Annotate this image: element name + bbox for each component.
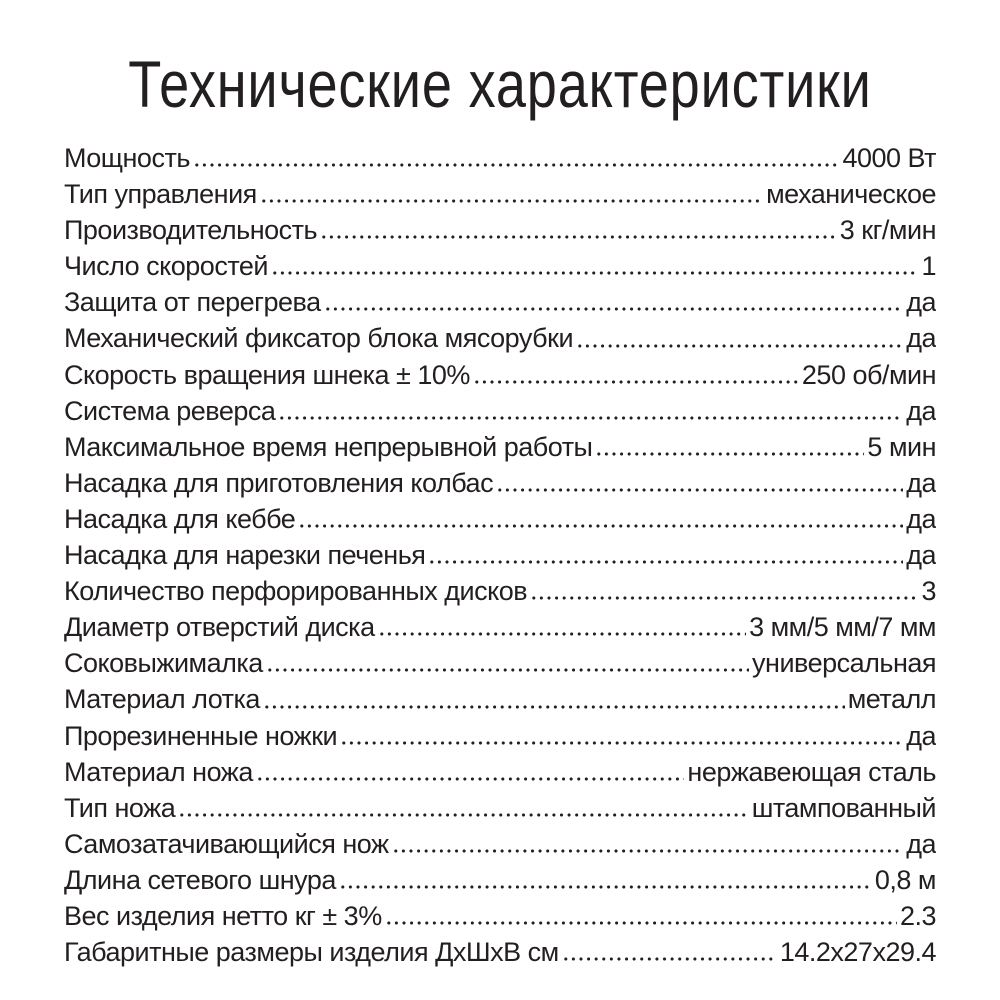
spec-value: да — [906, 503, 936, 534]
dot-leader — [378, 632, 746, 636]
spec-value: 3 — [921, 576, 936, 607]
spec-value: 1 — [921, 251, 936, 282]
dot-leader — [260, 199, 763, 203]
dot-leader — [595, 452, 864, 456]
spec-label: Число скоростей — [64, 251, 268, 282]
spec-row — [64, 248, 936, 284]
spec-label: Габаритные размеры изделия ДхШхВ см — [64, 937, 559, 968]
spec-row — [64, 320, 936, 356]
spec-label: Тип управления — [64, 179, 257, 210]
spec-value: 0,8 м — [874, 864, 936, 895]
spec-label: Диаметр отверстий диска — [64, 612, 375, 643]
spec-label: Насадка для приготовления колбас — [64, 467, 494, 498]
spec-label: Защита от перегрева — [64, 287, 321, 318]
spec-row — [64, 609, 936, 645]
page-title: Технические характеристики — [128, 47, 872, 121]
spec-value: 3 мм/5 мм/7 мм — [749, 612, 936, 643]
dot-leader — [324, 307, 904, 311]
spec-row — [64, 898, 936, 934]
spec-label: Материал лотка — [64, 684, 260, 715]
spec-label: Тип ножа — [64, 792, 176, 823]
spec-value: да — [906, 467, 936, 498]
spec-value: металл — [847, 684, 936, 715]
dot-leader — [320, 235, 837, 239]
spec-label: Насадка для кеббе — [64, 503, 296, 534]
spec-row — [64, 718, 936, 754]
dot-leader — [473, 380, 799, 384]
dot-leader — [530, 596, 918, 600]
dot-leader — [385, 921, 897, 925]
spec-value: универсальная — [752, 648, 936, 679]
dot-leader — [263, 705, 845, 709]
spec-value: да — [906, 720, 936, 751]
dot-leader — [339, 885, 872, 889]
spec-row — [64, 934, 936, 970]
spec-value: штампованный — [751, 792, 936, 823]
spec-value: да — [906, 828, 936, 859]
spec-label: Прорезиненные ножки — [64, 720, 338, 751]
spec-value: 4000 Вт — [842, 143, 936, 173]
spec-value: да — [906, 287, 936, 318]
spec-row — [64, 681, 936, 717]
spec-value: 250 об/мин — [801, 359, 936, 390]
spec-value: 14.2x27x29.4 — [779, 937, 936, 968]
spec-label: Вес изделия нетто кг ± 3% — [64, 900, 382, 931]
spec-value: да — [906, 395, 936, 426]
dot-leader — [428, 560, 903, 564]
spec-row — [64, 754, 936, 790]
spec-label: Самозатачивающийся нож — [64, 828, 389, 859]
spec-label: Длина сетевого шнура — [64, 864, 336, 895]
dot-leader — [256, 777, 685, 781]
dot-leader — [340, 741, 903, 745]
spec-value: 2.3 — [899, 900, 936, 931]
dot-leader — [392, 849, 904, 853]
spec-row — [64, 284, 936, 320]
spec-label: Механический фиксатор блока мясорубки — [64, 323, 574, 354]
spec-row — [64, 862, 936, 898]
spec-row — [64, 393, 936, 429]
spec-row — [64, 826, 936, 862]
dot-leader — [271, 271, 918, 275]
spec-label: Максимальное время непрерывной работы — [64, 431, 593, 462]
spec-label: Производительность — [64, 215, 318, 246]
spec-value: да — [906, 540, 936, 571]
spec-row — [64, 465, 936, 501]
spec-row — [64, 501, 936, 537]
spec-value: 3 кг/мин — [839, 215, 936, 246]
dot-leader — [298, 524, 903, 528]
spec-row — [64, 790, 936, 826]
spec-label: Количество перфорированных дисков — [64, 576, 528, 607]
spec-list — [64, 140, 936, 970]
spec-row — [64, 573, 936, 609]
spec-row — [64, 429, 936, 465]
spec-label: Материал ножа — [64, 756, 253, 787]
dot-leader — [266, 668, 749, 672]
spec-row — [64, 212, 936, 248]
spec-row — [64, 537, 936, 573]
dot-leader — [178, 813, 748, 817]
spec-row — [64, 176, 936, 212]
spec-value: механическое — [766, 179, 936, 210]
spec-value: да — [906, 323, 936, 354]
spec-label: Соковыжималка — [64, 648, 263, 679]
dot-leader — [193, 163, 840, 167]
spec-label: Система реверса — [64, 395, 276, 426]
spec-value: нержавеющая сталь — [687, 756, 936, 787]
spec-row — [64, 357, 936, 393]
spec-value: 5 мин — [867, 431, 936, 462]
spec-label: Мощность — [64, 143, 190, 173]
dot-leader — [278, 416, 903, 420]
dot-leader — [496, 488, 903, 492]
spec-row — [64, 645, 936, 681]
spec-label: Насадка для нарезки печенья — [64, 540, 426, 571]
dot-leader — [576, 344, 903, 348]
dot-leader — [562, 957, 777, 961]
spec-row — [64, 140, 936, 176]
spec-label: Скорость вращения шнека ± 10% — [64, 359, 470, 390]
